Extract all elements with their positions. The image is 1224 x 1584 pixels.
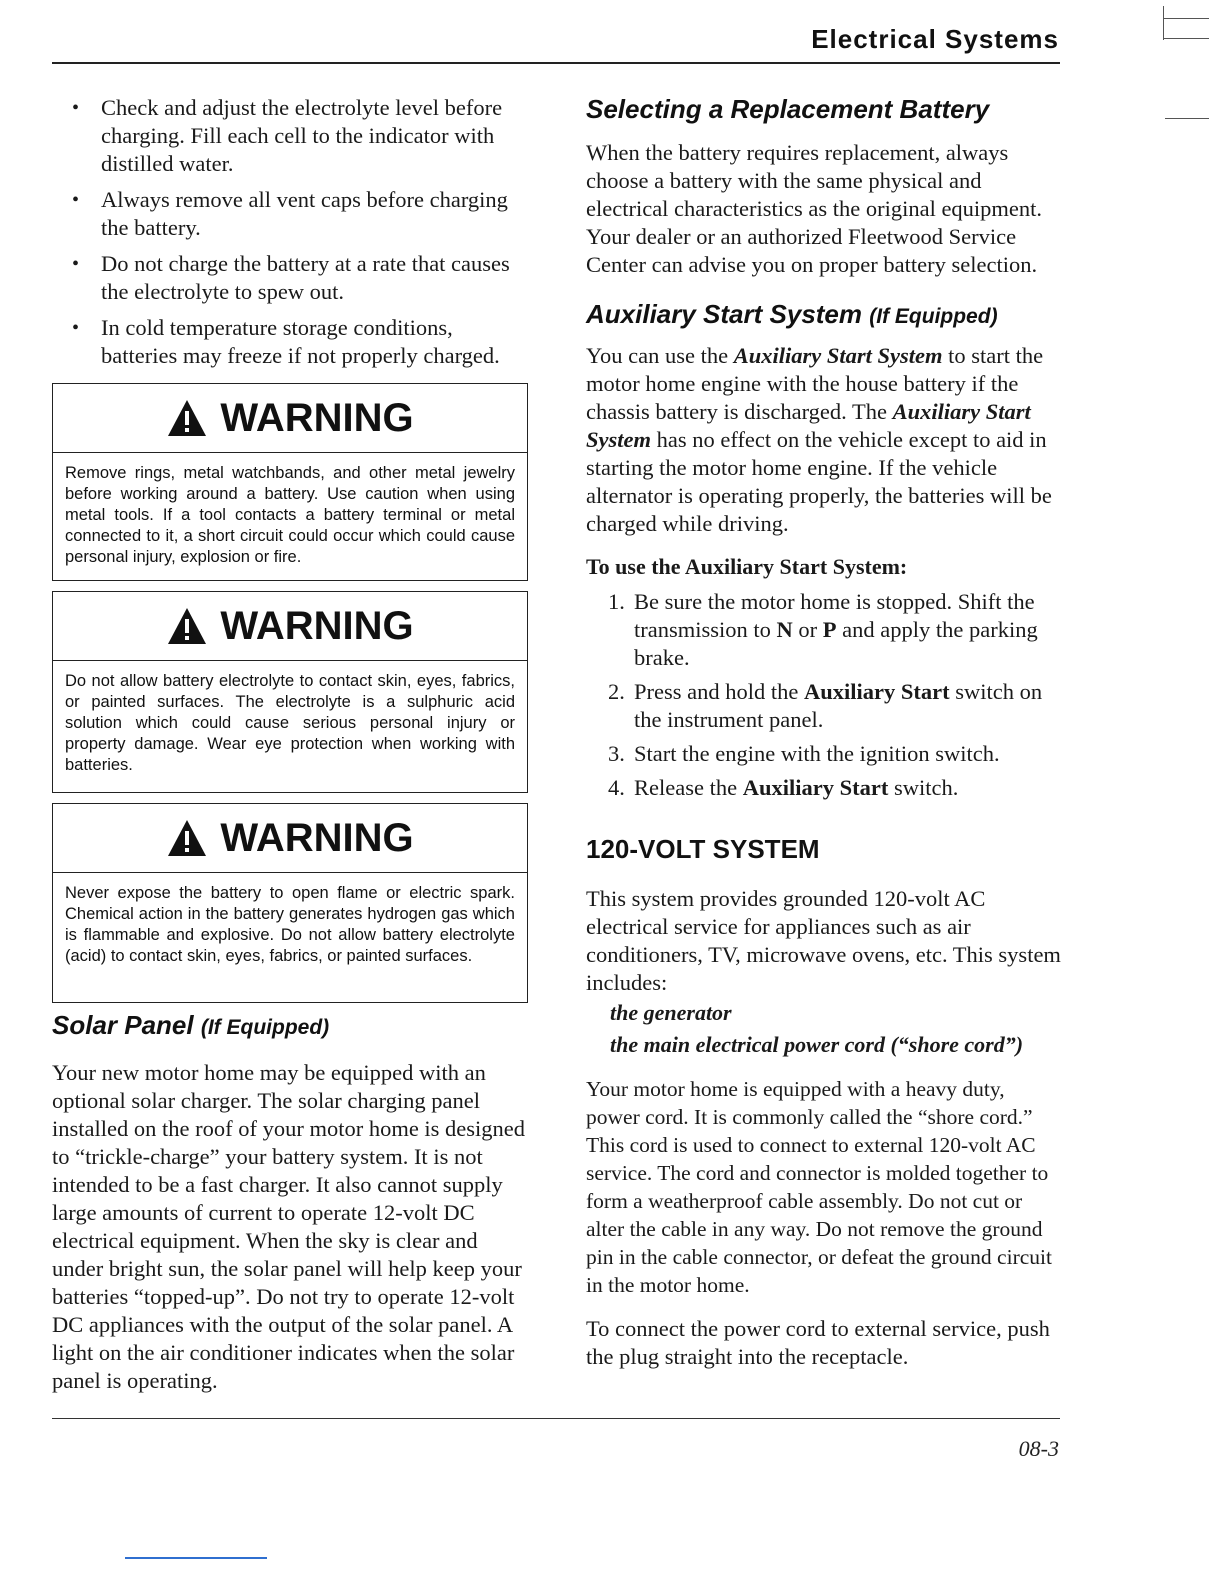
margin-mark [1165,118,1209,119]
precaution-list [52,94,530,370]
bullet-icon: • [72,97,80,119]
footer-rule [52,1418,1060,1419]
list-item-text: Always remove all vent caps before charging the battery. [101,187,508,240]
section-heading-replacement: Selecting a Replacement Battery [586,94,990,124]
text-run: Start the engine with the ignition switch. [634,741,1000,766]
connect-paragraph: To connect the power cord to external service, push the plug straight into the receptacle. [586,1316,1050,1369]
blue-rule [125,1557,267,1559]
warning-box-electrolyte [52,591,528,793]
aux-steps-lead: To use the Auxiliary Start System: [586,554,908,579]
bullet-icon: • [72,317,80,339]
step-number: 4. [608,775,625,800]
warning-header [53,592,527,661]
list-item: the generator [610,1000,732,1025]
heading-text: Auxiliary Start System [586,299,863,329]
right-column [586,94,1061,1371]
list-item: the main electrical power cord (“shore cord”) [610,1032,1024,1057]
warning-label: WARNING [220,815,414,860]
bold-text: Auxiliary Start [742,775,889,800]
bold-text: P [822,617,837,642]
emphasis-text: Auxiliary Start System [586,399,1031,452]
list-item-text: Check and adjust the electrolyte level before charging. Fill each cell to the indicator with distilled water. [101,95,503,176]
emphasis-text: Auxiliary Start System [733,343,943,368]
text-run: switch on the instrument panel. [634,679,1043,732]
text-run: and apply the parking brake. [634,617,1038,670]
heading-text: Solar Panel [52,1010,194,1040]
warning-header [53,804,527,873]
list-item-text: In cold temperature storage conditions, batteries may freeze if not properly charged. [101,315,500,368]
step-number: 2. [608,679,625,704]
list-item [52,250,530,306]
solar-section [52,1010,530,1395]
warning-triangle-icon [166,818,208,858]
text-run: switch. [888,775,959,800]
page-header-title: Electrical Systems [811,24,1059,54]
text-run: to start the motor home engine with the house battery if the chassis battery is discharged. The [586,343,1044,424]
text-run: Be sure the motor home is stopped. Shift the transmission to [634,589,1035,642]
left-column [52,94,530,378]
text-run: Release the [634,775,743,800]
warning-box-jewelry [52,383,528,581]
volt-intro-paragraph: This system provides grounded 120-volt AC electrical service for appliances such as air conditioners, TV, microwave ovens, etc. This system includes: [586,886,1061,995]
solar-paragraph: Your new motor home may be equipped with an optional solar charger. The solar charging panel installed on the roof of your motor home is designed to “trickle-charge” your battery system. It is not intended to be a fast charger. It also cannot supply large amounts of current to operate 12-volt DC electrical equipment. When the sky is clear and under bright sun, the solar panel will help keep your batteries “topped-up”. Do not try to operate 12-volt DC appliances with the output of the solar panel. A light on the air conditioner indicates when the solar panel is operating. [52,1060,526,1393]
warning-label: WARNING [220,395,414,440]
text-run: Press and hold the [634,679,804,704]
step-number: 1. [608,589,625,614]
text-run: has no effect on the vehicle except to aid in starting the motor home engine. If the vehicle alternator is operating properly, the batteries will be charged while driving. [586,427,1052,536]
page-number: 08-3 [1018,1436,1059,1461]
text-run: You can use the [586,343,734,368]
list-item [52,314,530,370]
bullet-icon: • [72,189,80,211]
list-item [586,774,1061,802]
aux-steps-list [586,588,1061,802]
section-heading-solar [52,1010,530,1041]
margin-mark [1163,18,1209,19]
bold-text: Auxiliary Start [803,679,950,704]
bullet-icon: • [72,253,80,275]
bold-text: N [776,617,793,642]
list-item [586,588,1061,672]
margin-mark [1163,6,1164,40]
list-item [52,186,530,242]
section-heading-aux [586,299,1061,330]
warning-text: Never expose the battery to open flame or electric spark. Chemical action in the battery generates hydrogen gas which is flammable and explosive. Do not allow battery electrolyte (acid) to contact skin, eyes, fabrics, or painted surfaces. [65,884,515,965]
warning-label: WARNING [220,603,414,648]
text-run: or [792,617,823,642]
list-item [52,94,530,178]
warning-box-flame [52,803,528,1003]
list-item [586,678,1061,734]
shore-cord-paragraph: Your motor home is equipped with a heavy duty, power cord. It is commonly called the “shore cord.” This cord is used to connect to external 120-volt AC service. The cord and connector is molded together to form a weatherproof cable assembly. Do not cut or alter the cable in any way. Do not remove the ground pin in the cable connector, or defeat the ground circuit in the motor home. [586,1077,1052,1297]
warning-header [53,384,527,453]
heading-suffix: (If Equipped) [200,1016,330,1039]
warning-text: Do not allow battery electrolyte to contact skin, eyes, fabrics, or painted surfaces. The electrolyte is a sulphuric acid solution which could cause serious personal injury or property damage. Wear eye protection when working with batteries. [65,672,515,774]
heading-suffix: (If Equipped) [869,305,998,328]
warning-text: Remove rings, metal watchbands, and other metal jewelry before working around a battery. Use caution when using metal tools. If a tool contacts a battery terminal or metal connected to it, a short circuit could occur which could cause personal injury, explosion or fire. [65,464,515,566]
margin-mark [1163,38,1209,39]
replacement-paragraph: When the battery requires replacement, always choose a battery with the same physical and electrical characteristics as the original equipment. Your dealer or an authorized Fleetwood Service Center can advise you on proper battery selection. [586,140,1043,277]
step-number: 3. [608,741,625,766]
list-item [586,740,1061,768]
header-rule [52,62,1060,64]
list-item-text: Do not charge the battery at a rate that causes the electrolyte to spew out. [101,251,510,304]
warning-triangle-icon [166,398,208,438]
section-heading-120-volt: 120-VOLT SYSTEM [586,834,820,864]
warning-triangle-icon [166,606,208,646]
aux-paragraph [586,342,1061,538]
